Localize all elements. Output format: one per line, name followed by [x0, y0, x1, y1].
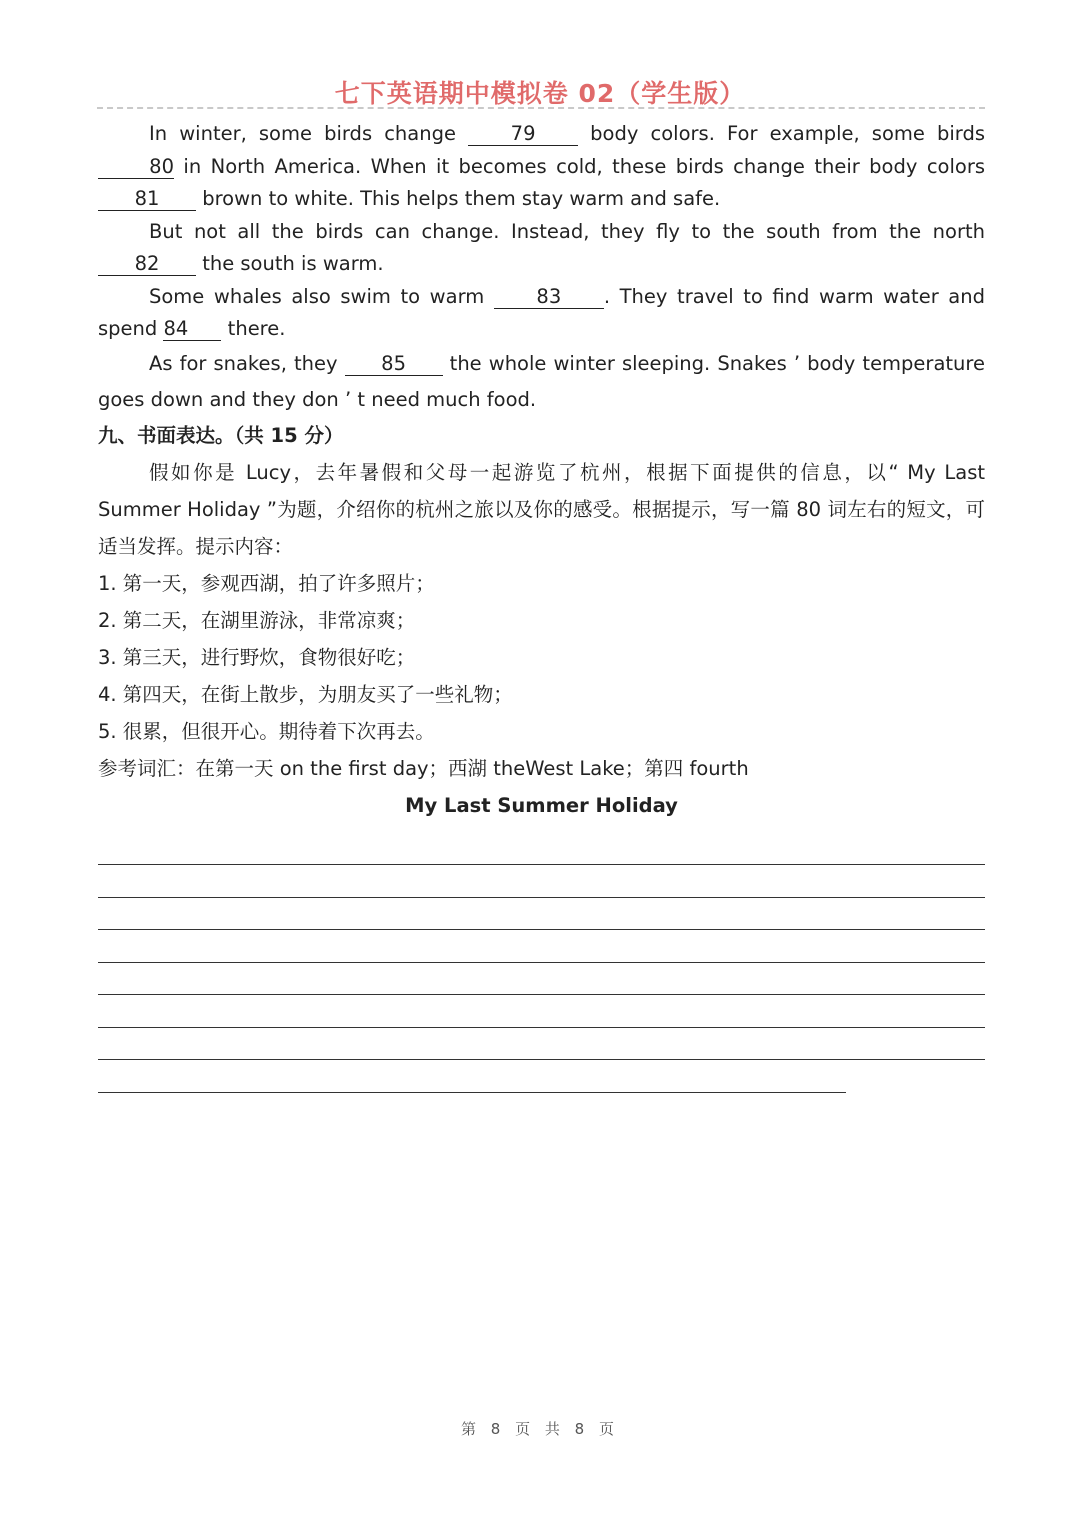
- writing-line: [98, 865, 985, 898]
- passage-paragraph-4: As for snakes, they 85 the whole winter sleeping. Snakes ’ body temperature goes down and they don ’ t need much food.: [98, 351, 985, 411]
- writing-line: [98, 930, 985, 963]
- prompt-point-3: 3. 第三天，进行野炊，食物很好吃；: [98, 645, 416, 669]
- blank-85: 85: [345, 353, 443, 376]
- writing-line: [98, 963, 985, 996]
- prompt-point-1: 1. 第一天，参观西湖，拍了许多照片；: [98, 571, 435, 595]
- blank-84: 84: [163, 318, 221, 341]
- blank-83: 83: [494, 286, 604, 309]
- writing-prompt: 假如你是 Lucy，去年暑假和父母一起游览了杭州，根据下面提供的信息，以“ My Last Summer Holiday ”为题，介绍你的杭州之旅以及你的感受。根据提示，写一篇 80 词左右的短文，可适当发挥。提示内容：: [98, 460, 985, 558]
- blank-81: 81: [98, 188, 196, 211]
- page-header-title: 七下英语期中模拟卷 02（学生版）: [334, 79, 746, 108]
- passage-paragraph-1: In winter, some birds change 79 body colors. For example, some birds 80 in North America. When it becomes cold, these birds change their body colors 81 brown to white. This helps them stay warm and safe.: [98, 118, 985, 216]
- writing-line: [98, 1060, 846, 1093]
- page-content: [98, 118, 985, 1093]
- writing-line: [98, 1028, 985, 1061]
- writing-area: [98, 833, 985, 1093]
- passage-paragraph-3: Some whales also swim to warm 83 . They travel to find warm water and spend 84 there.: [98, 284, 985, 340]
- writing-line: [98, 833, 985, 866]
- header-divider: [97, 107, 985, 109]
- prompt-point-5: 5. 很累，但很开心。期待着下次再去。: [98, 719, 435, 743]
- prompt-point-2: 2. 第二天，在湖里游泳，非常凉爽；: [98, 608, 416, 632]
- passage-paragraph-2: But not all the birds can change. Instead, they fly to the south from the north 82 the south is warm.: [98, 216, 985, 281]
- writing-line: [98, 995, 985, 1028]
- section-title-writing: 九、书面表达。（共 15 分）: [98, 423, 344, 447]
- blank-80: 80: [98, 156, 174, 179]
- vocabulary-hint: 参考词汇：在第一天 on the first day；西湖 theWest Lake；第四 fourth: [98, 756, 749, 780]
- prompt-point-4: 4. 第四天，在街上散步，为朋友买了一些礼物；: [98, 682, 513, 706]
- writing-line: [98, 898, 985, 931]
- blank-82: 82: [98, 253, 196, 276]
- blank-79: 79: [468, 123, 578, 146]
- essay-title: My Last Summer Holiday: [405, 793, 678, 817]
- page-number: 第 8 页 共 8 页: [461, 1420, 619, 1438]
